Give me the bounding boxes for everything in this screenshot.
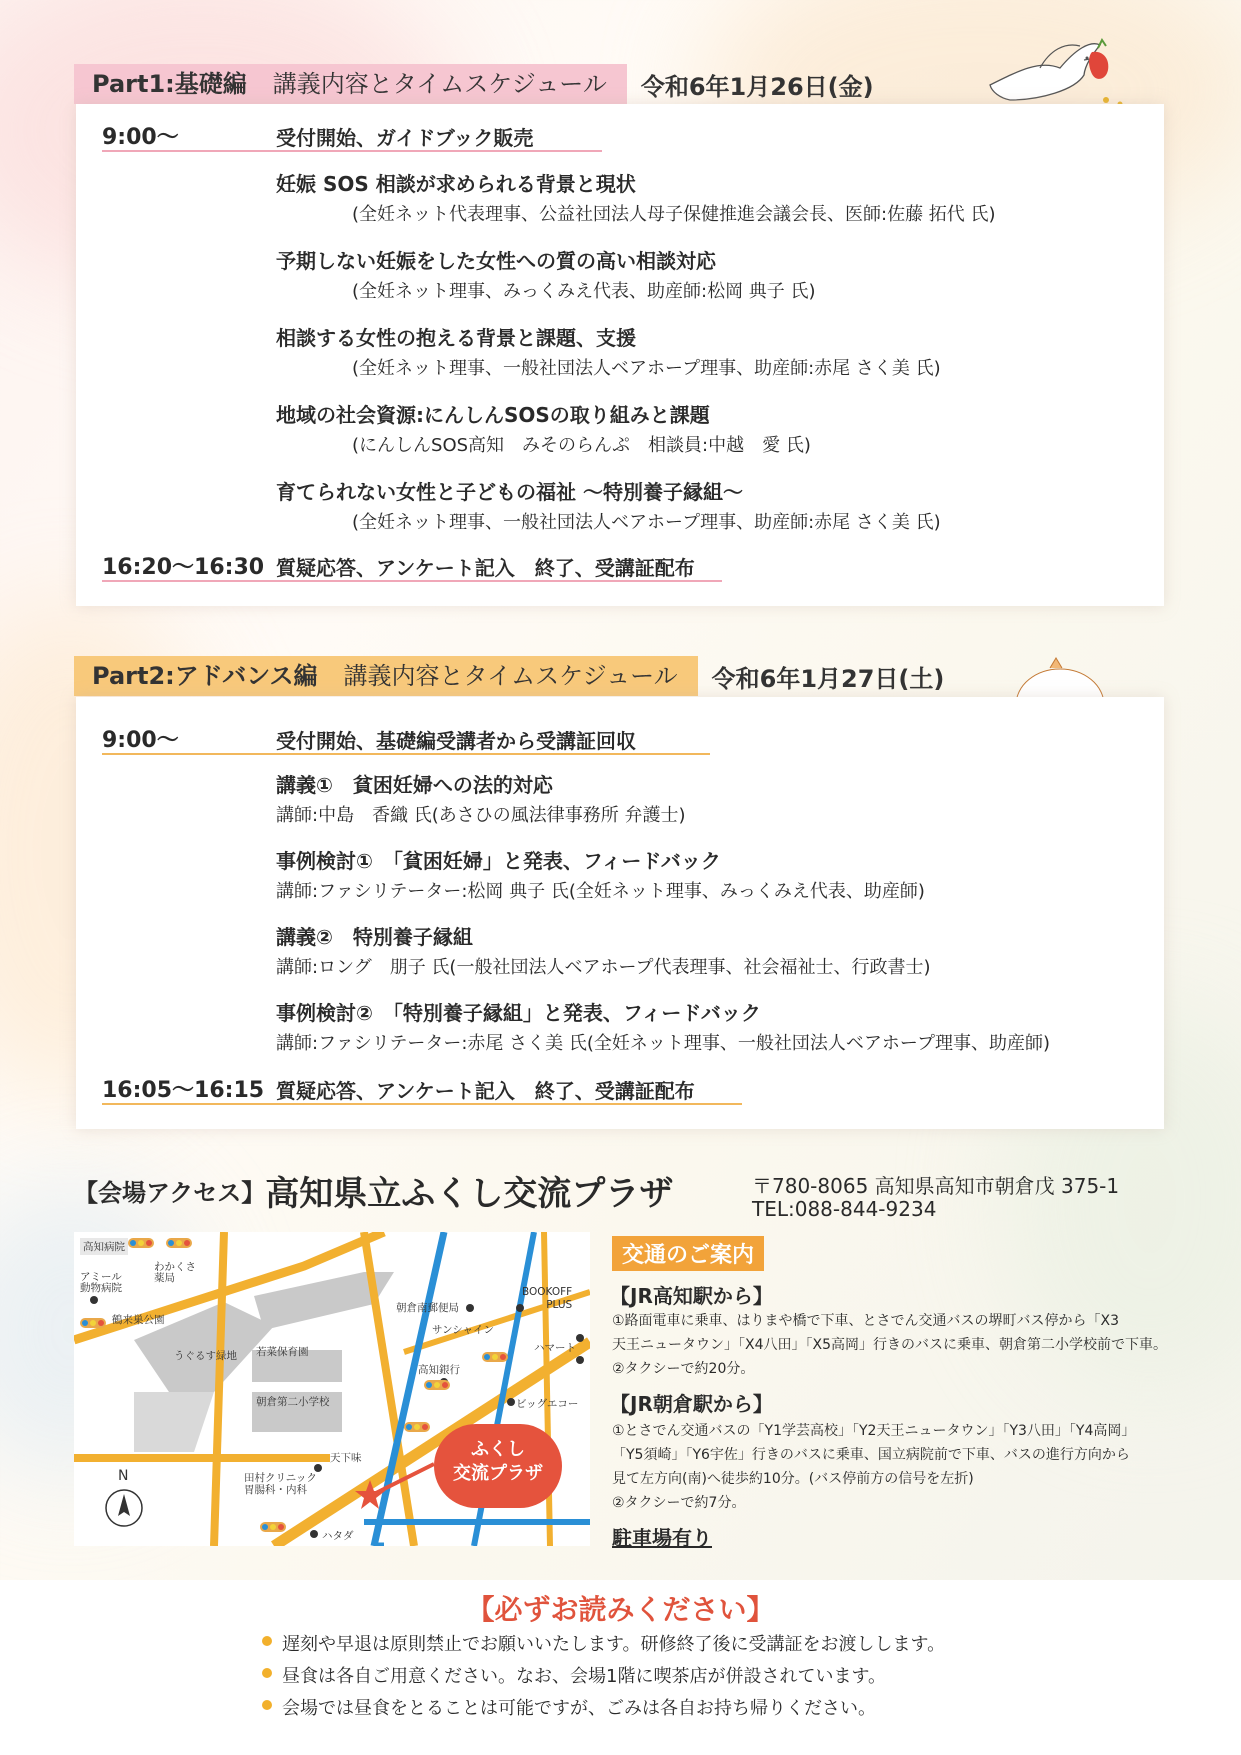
jr-kochi-line-1: ①路面電車に乗車、はりまや橋で下車、とさでん交通バスの堺町バス停から「X3 bbox=[612, 1313, 1120, 1329]
part1-item-1-title: 妊娠 SOS 相談が求められる背景と現状 bbox=[276, 172, 636, 196]
jr-kochi-title: 【JR高知駅から】 bbox=[610, 1284, 773, 1308]
access-map bbox=[74, 1232, 590, 1546]
map-marker bbox=[576, 1356, 584, 1364]
part2-date: 令和6年1月27日(土) bbox=[711, 664, 945, 693]
part2-item-2-detail: 講師:ファシリテーター:松岡 典子 氏(全妊ネット理事、みっくみえ代表、助産師) bbox=[276, 881, 925, 902]
jr-kochi-line-3: ②タクシーで約20分。 bbox=[612, 1361, 755, 1377]
transit-heading: 交通のご案内 bbox=[612, 1236, 764, 1271]
map-label-hospital: 高知病院 bbox=[80, 1238, 128, 1255]
part1-end-label: 質疑応答、アンケート記入 終了、受講証配布 bbox=[276, 556, 695, 580]
part2-end-underline bbox=[102, 1103, 742, 1105]
map-marker bbox=[310, 1530, 318, 1538]
part2-item-4-title: 事例検討② 「特別養子縁組」と発表、フィードバック bbox=[276, 1001, 761, 1025]
part2-item-1-title: 講義① 貧困妊婦への法的対応 bbox=[276, 773, 553, 797]
part1-date: 令和6年1月26日(金) bbox=[640, 72, 874, 101]
jr-asakura-line-2: 「Y5須崎」「Y6宇佐」行きのバスに乗車、国立病院前で下車、バスの進行方向から bbox=[612, 1447, 1130, 1463]
part2-end-label: 質疑応答、アンケート記入 終了、受講証配布 bbox=[276, 1079, 695, 1103]
jr-asakura-line-3: 見て左方向(南)へ徒歩約10分。(バス停前方の信号を左折) bbox=[612, 1471, 974, 1487]
venue-address: 〒780-8065 高知県高知市朝倉戊 375-1 bbox=[752, 1174, 1120, 1198]
part2-end-time: 16:05〜16:15 bbox=[102, 1078, 265, 1103]
map-marker bbox=[314, 1464, 322, 1472]
part1-item-4-detail: (にんしんSOS高知 みそのらんぷ 相談員:中越 愛 氏) bbox=[352, 435, 811, 456]
map-label-tsurukusa: 鶴来巣公園 bbox=[112, 1314, 165, 1326]
part1-start-time: 9:00〜 bbox=[102, 125, 179, 150]
part1-item-1-detail: (全妊ネット代表理事、公益社団法人母子保健推進会議会長、医師:佐藤 拓代 氏) bbox=[352, 204, 996, 225]
part2-header bbox=[74, 656, 944, 696]
part2-start-time: 9:00〜 bbox=[102, 728, 179, 753]
map-label-post: 朝倉南郵便局 bbox=[396, 1302, 459, 1314]
part1-end-time: 16:20〜16:30 bbox=[102, 555, 265, 580]
map-marker bbox=[576, 1334, 584, 1342]
notice-item: 会場では昼食をとることは可能ですが、ごみは各自お持ち帰りください。 bbox=[262, 1694, 945, 1720]
map-label-clinic: 田村クリニック 胃腸科・内科 bbox=[244, 1472, 317, 1496]
part1-item-3-detail: (全妊ネット理事、一般社団法人ベアホープ理事、助産師:赤尾 さく美 氏) bbox=[352, 358, 941, 379]
notice-item: 遅刻や早退は原則禁止でお願いいたします。研修終了後に受講証をお渡しします。 bbox=[262, 1630, 945, 1656]
traffic-signal-icon bbox=[128, 1238, 154, 1248]
traffic-signal-icon bbox=[404, 1422, 430, 1432]
notice-item: 昼食は各自ご用意ください。なお、会場1階に喫茶店が併設されています。 bbox=[262, 1662, 945, 1688]
part1-item-5-detail: (全妊ネット理事、一般社団法人ベアホープ理事、助産師:赤尾 さく美 氏) bbox=[352, 512, 941, 533]
part2-item-4-detail: 講師:ファシリテーター:赤尾 さく美 氏(全妊ネット理事、一般社団法人ベアホープ理事、助産師) bbox=[276, 1033, 1050, 1054]
part2-tag-sub: 講義内容とタイムスケジュール bbox=[343, 662, 678, 690]
map-label-north: N bbox=[118, 1468, 129, 1484]
map-label-bigeco: ビッグエコー bbox=[516, 1398, 579, 1410]
part1-panel bbox=[76, 104, 1164, 606]
map-label-hatada: ハタダ bbox=[322, 1530, 354, 1542]
part1-item-2-detail: (全妊ネット理事、みっくみえ代表、助産師:松岡 典子 氏) bbox=[352, 281, 816, 302]
part1-header bbox=[74, 64, 874, 104]
map-label-bookoff: BOOKOFF PLUS bbox=[522, 1286, 573, 1311]
map-label-uguisu: うぐるす緑地 bbox=[174, 1350, 237, 1362]
venue-name: 高知県立ふくし交流プラザ bbox=[265, 1174, 674, 1214]
notice-heading: 【必ずお読みください】 bbox=[466, 1593, 775, 1626]
notice-section bbox=[0, 1580, 1241, 1755]
parking-note: 駐車場有り bbox=[612, 1526, 712, 1550]
jr-asakura-title: 【JR朝倉駅から】 bbox=[610, 1392, 773, 1416]
traffic-signal-icon bbox=[166, 1238, 192, 1248]
map-marker bbox=[516, 1304, 524, 1312]
access-prefix: 【会場アクセス】 bbox=[74, 1179, 266, 1207]
map-label-bank: 高知銀行 bbox=[418, 1364, 460, 1376]
map-label-wakakusa: わかくさ 薬局 bbox=[154, 1261, 196, 1284]
access-heading bbox=[74, 1166, 673, 1215]
map-label-wakana: 若菜保育園 bbox=[256, 1346, 309, 1358]
part1-tag-sub: 講義内容とタイムスケジュール bbox=[272, 70, 607, 98]
venue-tel: TEL:088-844-9234 bbox=[752, 1197, 937, 1221]
map-label-school: 朝倉第二小学校 bbox=[256, 1396, 330, 1408]
part1-end-underline bbox=[102, 580, 722, 582]
part2-item-3-title: 講義② 特別養子縁組 bbox=[276, 925, 473, 949]
jr-asakura-line-4: ②タクシーで約7分。 bbox=[612, 1495, 746, 1511]
map-roads bbox=[74, 1232, 590, 1546]
part2-item-1-detail: 講師:中島 香織 氏(あさひの風法律事務所 弁護士) bbox=[276, 805, 686, 826]
part2-item-3-detail: 講師:ロング 朋子 氏(一般社団法人ベアホープ代表理事、社会福祉士、行政書士) bbox=[276, 957, 931, 978]
part1-item-3-title: 相談する女性の抱える背景と課題、支援 bbox=[276, 326, 636, 350]
map-label-tenka: 天下味 bbox=[330, 1452, 362, 1464]
map-marker bbox=[507, 1398, 515, 1406]
part2-start-label: 受付開始、基礎編受講者から受講証回収 bbox=[276, 729, 636, 753]
map-marker bbox=[90, 1296, 98, 1304]
jr-kochi-line-2: 天王ニュータウン」「X4八田」「X5高岡」行きのバスに乗車、朝倉第二小学校前で下車。 bbox=[612, 1337, 1167, 1353]
notice-list bbox=[262, 1630, 945, 1726]
part1-start-underline bbox=[102, 150, 602, 152]
part1-tag-main: Part1:基礎編 bbox=[92, 70, 247, 98]
part1-item-5-title: 育てられない女性と子どもの福祉 〜特別養子縁組〜 bbox=[276, 480, 743, 504]
part2-tag-main: Part2:アドバンス編 bbox=[92, 662, 318, 690]
part1-item-2-title: 予期しない妊娠をした女性への質の高い相談対応 bbox=[276, 249, 716, 273]
traffic-signal-icon bbox=[260, 1522, 286, 1532]
traffic-signal-icon bbox=[424, 1380, 450, 1390]
part1-start-label: 受付開始、ガイドブック販売 bbox=[276, 126, 534, 150]
map-label-sunshine: サンシャイン bbox=[432, 1324, 495, 1336]
part2-item-2-title: 事例検討① 「貧困妊婦」と発表、フィードバック bbox=[276, 849, 721, 873]
traffic-signal-icon bbox=[482, 1352, 508, 1362]
jr-asakura-line-1: ①とさでん交通バスの「Y1学芸高校」「Y2天王ニュータウン」「Y3八田」「Y4高岡」 bbox=[612, 1423, 1136, 1439]
map-label-amiru: アミール 動物病院 bbox=[80, 1271, 122, 1294]
map-label-hamart: ハマート bbox=[534, 1342, 576, 1354]
part1-tag bbox=[74, 64, 627, 104]
part1-item-4-title: 地域の社会資源:にんしんSOSの取り組みと課題 bbox=[276, 403, 710, 427]
part2-panel bbox=[76, 697, 1164, 1129]
map-marker bbox=[466, 1304, 474, 1312]
venue-bubble-label: ふくし 交流プラザ bbox=[453, 1439, 543, 1484]
part2-tag bbox=[74, 656, 698, 696]
part2-start-underline bbox=[102, 753, 710, 755]
traffic-signal-icon bbox=[80, 1318, 106, 1328]
